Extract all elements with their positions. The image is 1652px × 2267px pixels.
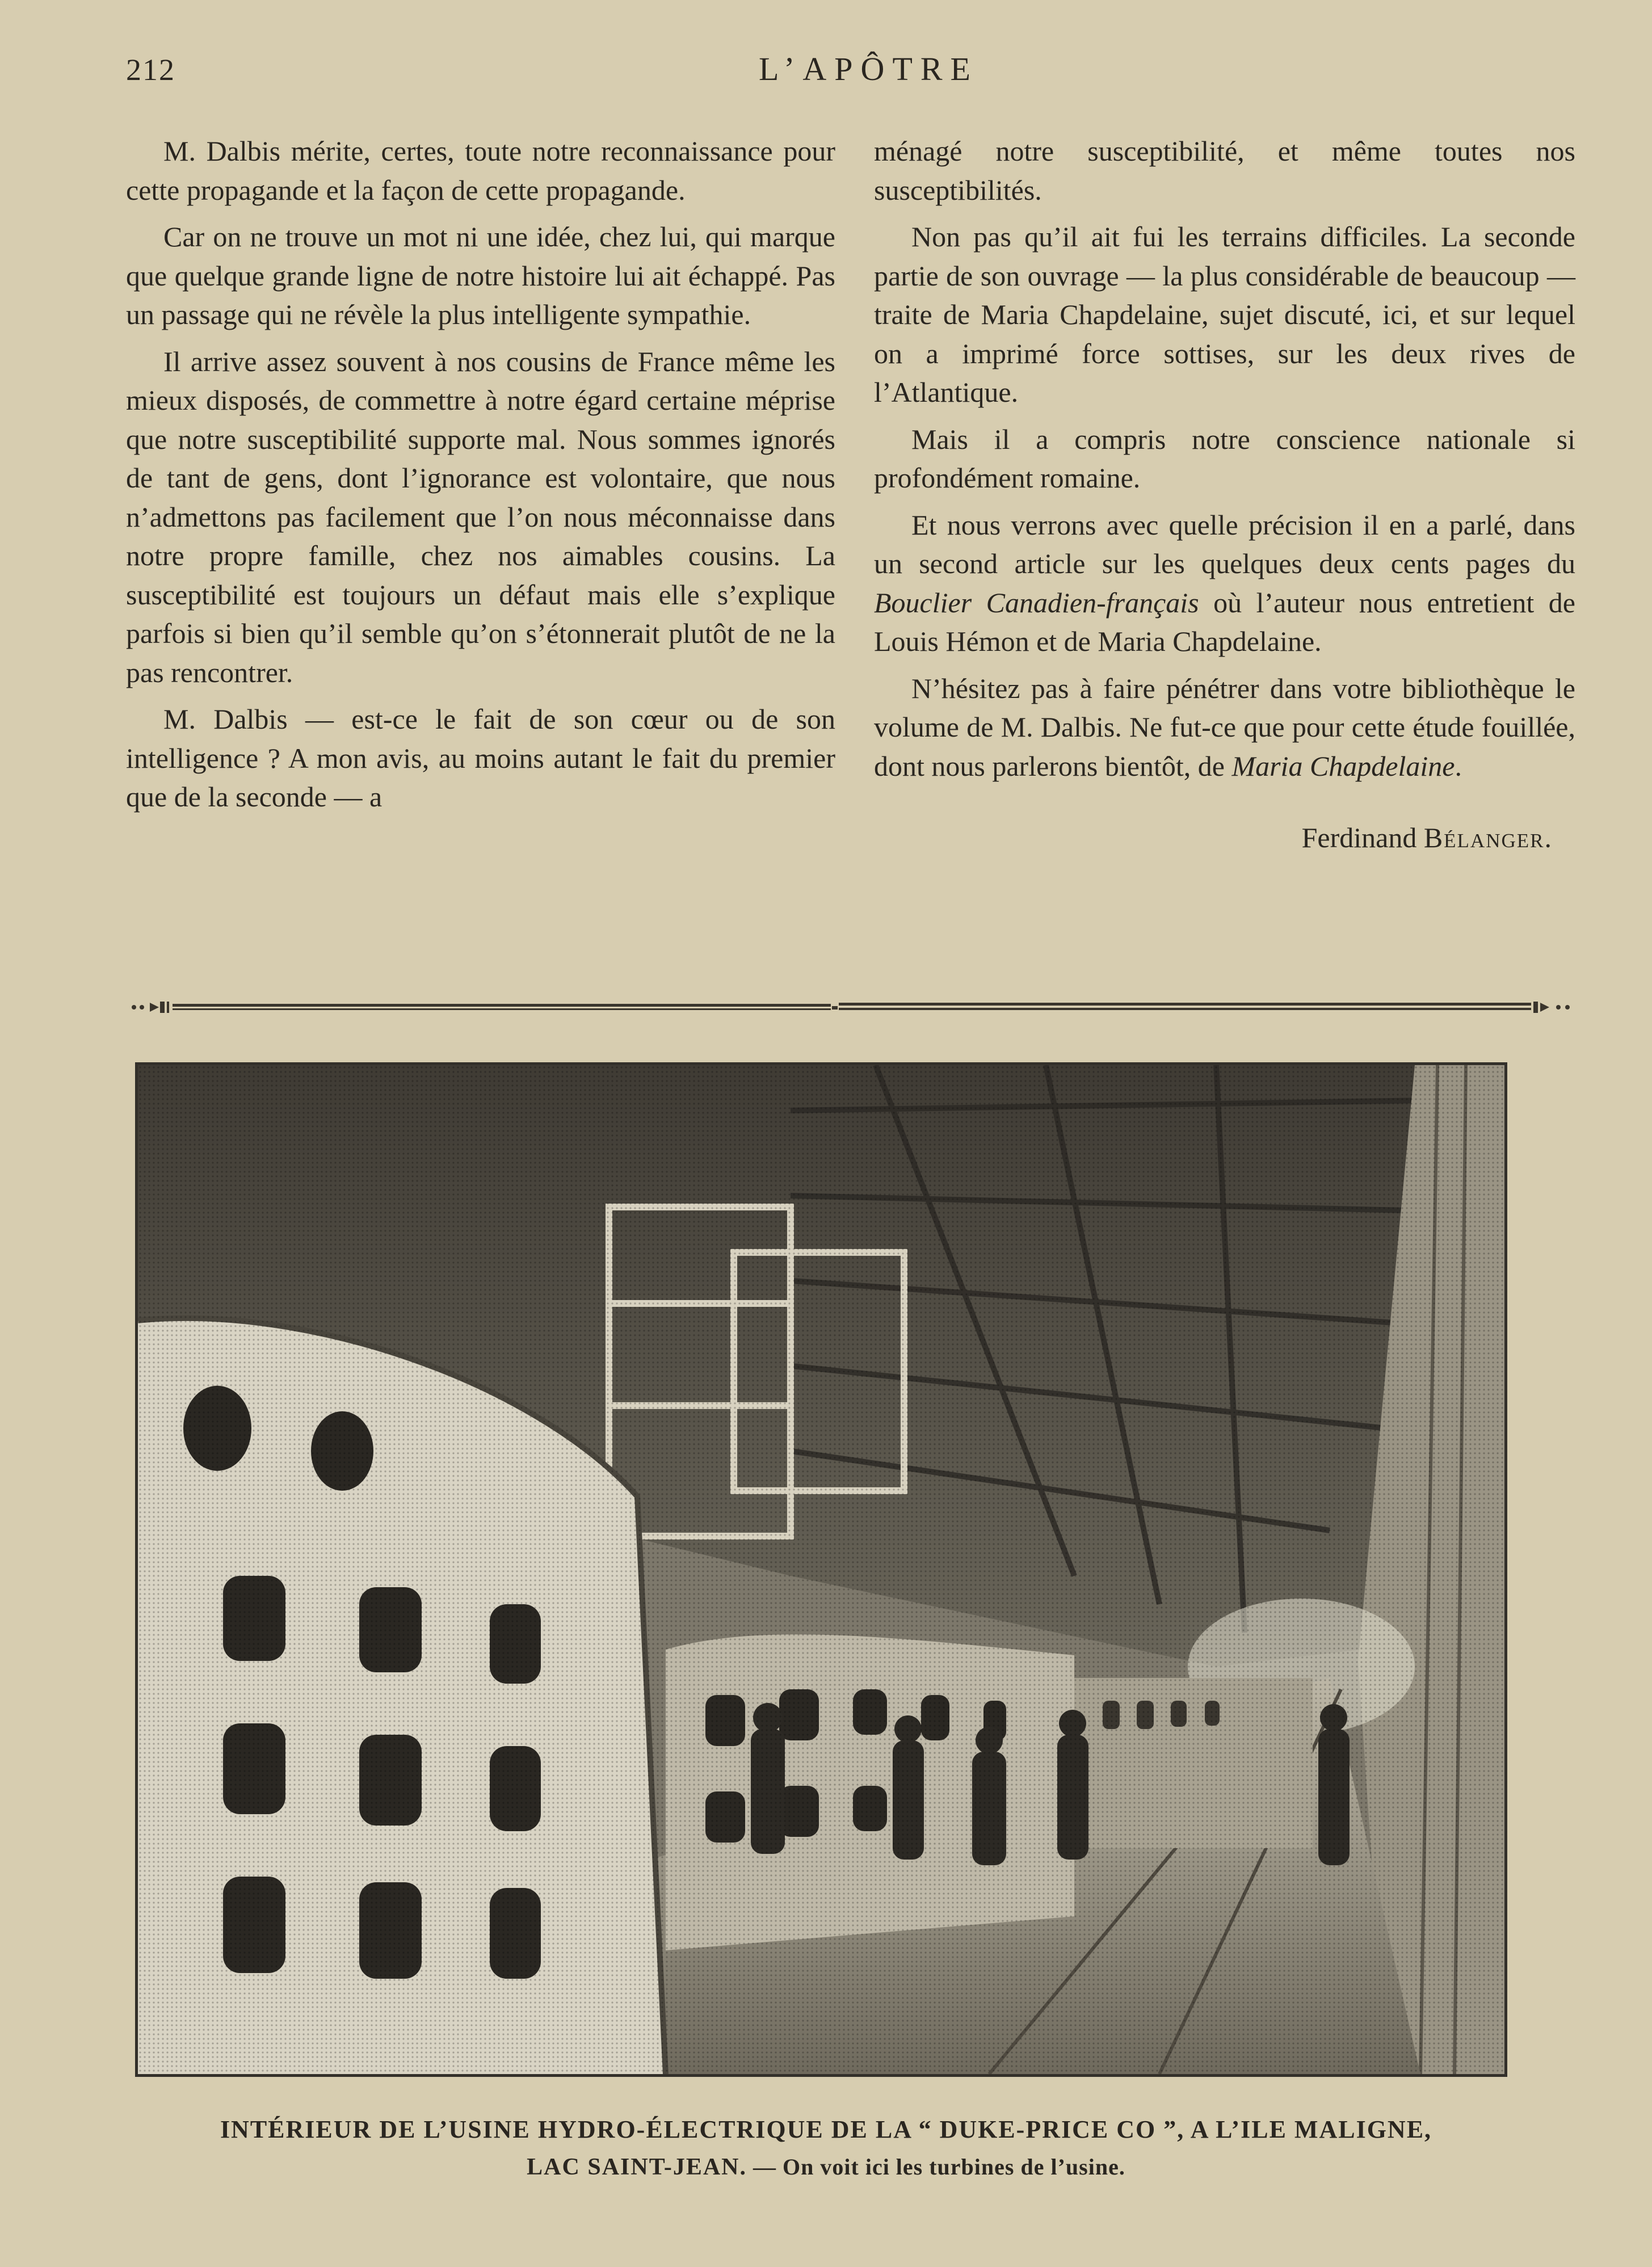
paragraph: Car on ne trouve un mot ni une idée, chez lui, qui marque que quelque grande ligne de notre histoire lui ait échappé. Pas un passage qui ne révèle la plus intelligente sympathie. [126, 221, 835, 330]
caption-line-2 [91, 2148, 1561, 2186]
paragraph: M. Dalbis — est-ce le fait de son cœur ou de son intelligence ? A mon avis, au moins autant le fait du premier que de la seconde — a [126, 703, 835, 813]
paragraph: Il arrive assez souvent à nos cousins de France même les mieux disposés, de commettre à notre égard certaine méprise que notre susceptibilité supporte mal. Nous sommes ignorés de tant de gens, dont l’ignorance est volontaire, que nous n’admettons pas facilement que l’on nous méconnaisse dans notre propre famille, chez nos aimables cousins. La susceptibilité est toujours un défaut mais elle s’explique parfois si bien qu’il semble qu’on s’étonnerait plutôt de ne la pas rencontrer. [126, 345, 835, 688]
page-number: 212 [126, 53, 175, 87]
paragraph: M. Dalbis mérite, certes, toute notre reconnaissance pour cette propagande et la façon de cette propagande. [126, 135, 835, 206]
author-signature [874, 818, 1575, 857]
text-run: . [1455, 750, 1462, 782]
book-title: Maria Chapdelaine [1231, 750, 1455, 782]
left-column [126, 132, 835, 825]
paragraph [874, 669, 1575, 786]
paragraph: Non pas qu’il ait fui les terrains difficiles. La seconde partie de son ouvrage — la plus considérable de beaucoup — traite de Maria Chapdelaine, sujet discuté, ici, et sur lequel on a imprimé force sottises, sur les deux rives de l’Atlantique. [874, 221, 1575, 408]
paragraph: Mais il a compris notre conscience nationale si profondément romaine. [874, 423, 1575, 494]
caption-description: — On voit ici les turbines de l’usine. [747, 2154, 1125, 2180]
author-first-name: Ferdinand [1301, 822, 1417, 853]
author-last-name: Bélanger. [1423, 822, 1553, 853]
photo-caption [91, 2111, 1561, 2186]
running-title: L’APÔTRE [759, 51, 978, 87]
factory-photograph [135, 1062, 1507, 2077]
text-run: N’hésitez pas à faire pénétrer dans votre bibliothèque le volume de M. Dalbis. Ne fut-ce que pour cette étude fouillée, dont nous parlerons bientôt, de [874, 672, 1575, 782]
paragraph [874, 506, 1575, 661]
text-run: où l’auteur nous entretient de Louis Hémon et de Maria Chapdelaine. [874, 586, 1575, 657]
turbine-hall-illustration [138, 1065, 1504, 2074]
right-column [874, 132, 1575, 857]
article-body [126, 132, 1574, 966]
text-run: Et nous verrons avec quelle précision il en a parlé, dans un second article sur les quelques deux cents pages du [874, 508, 1575, 579]
caption-line-1: INTÉRIEUR DE L’USINE HYDRO-ÉLECTRIQUE DE LA “ DUKE-PRICE CO ”, A L’ILE MALIGNE, [220, 2115, 1432, 2143]
book-title: Bouclier Canadien-français [874, 586, 1199, 619]
paragraph-continuation: ménagé notre susceptibilité, et même toutes nos susceptibilités. [874, 135, 1575, 206]
caption-location: LAC SAINT-JEAN. [527, 2154, 747, 2180]
ornamental-divider [131, 996, 1575, 1019]
